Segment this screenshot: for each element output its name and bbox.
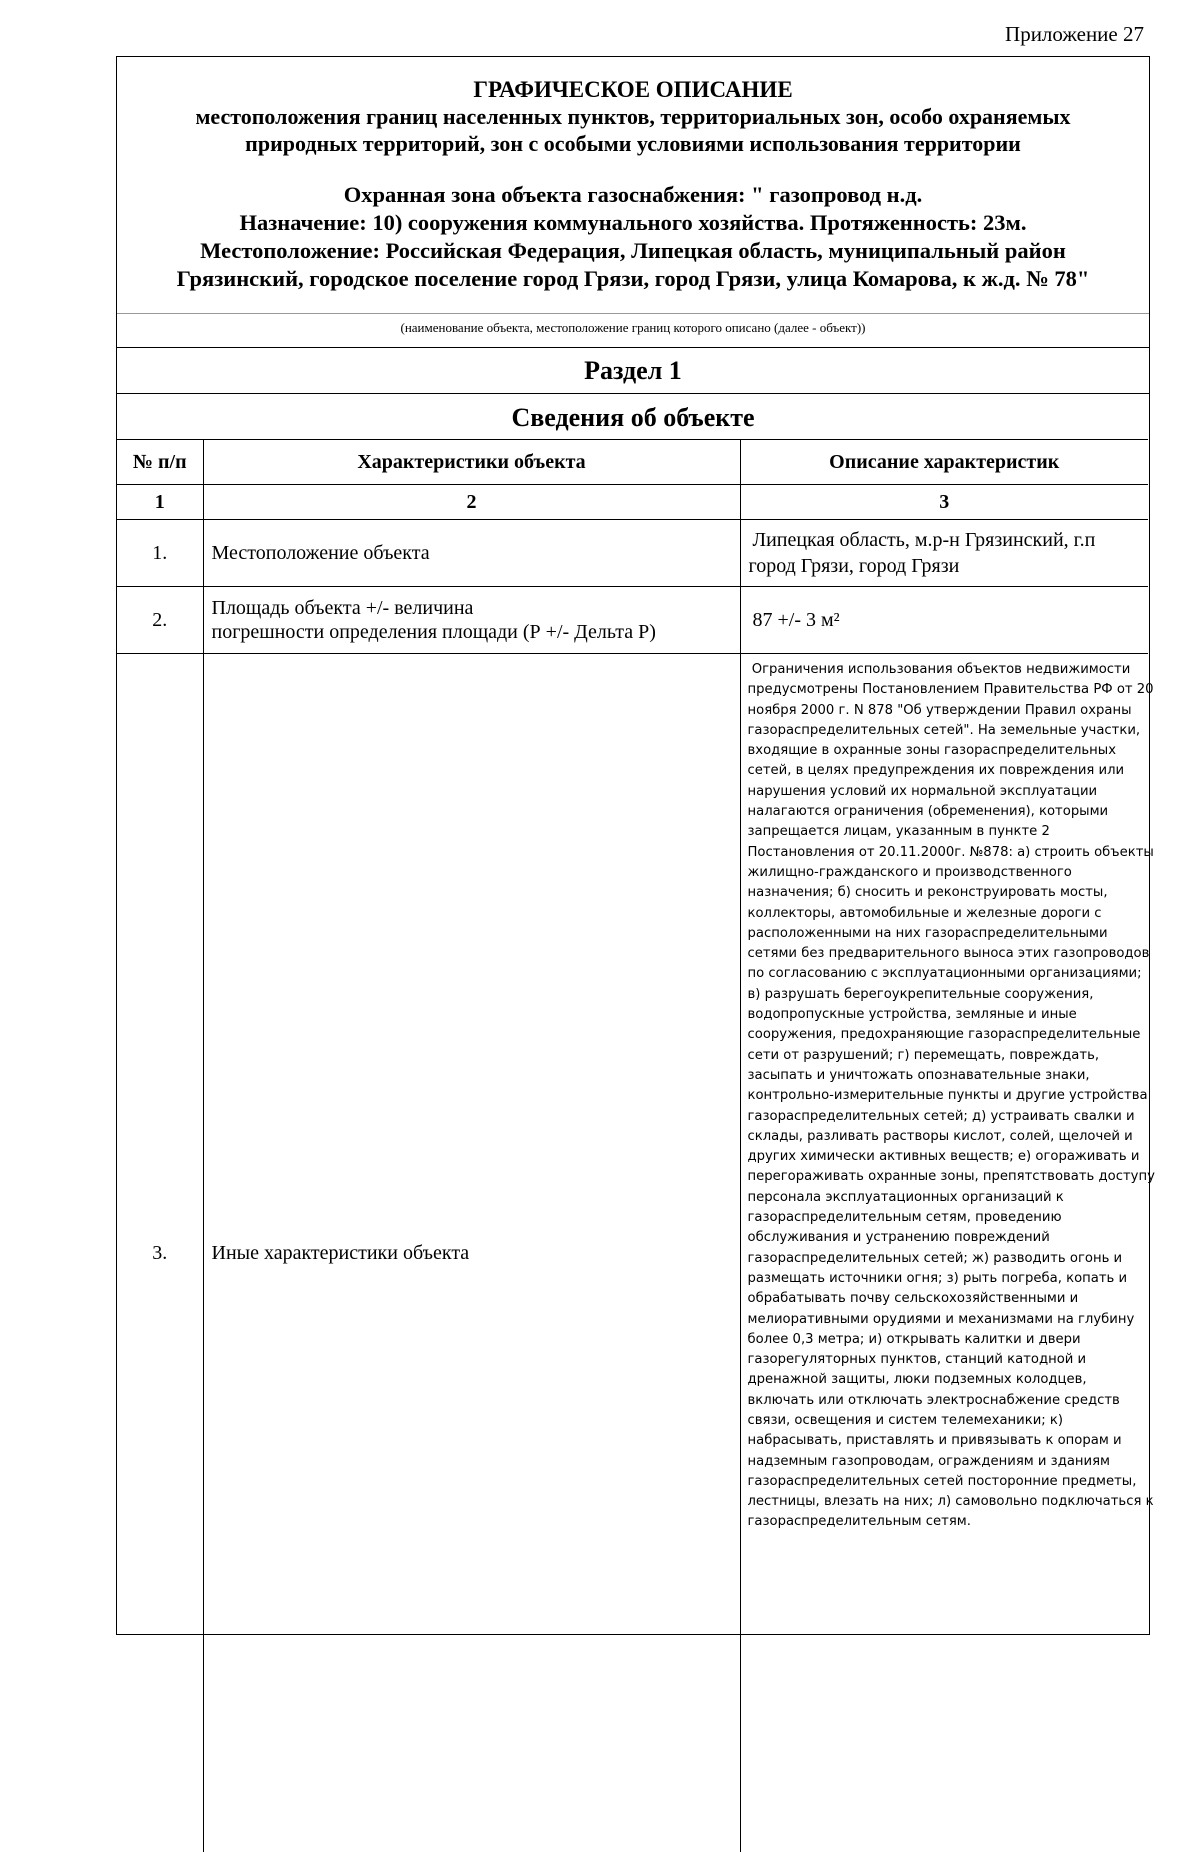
restrictions-text-line: водопропускные устройства, земляные и иные (748, 1005, 1143, 1025)
column-number-3: 3 (740, 485, 1148, 520)
restrictions-text-line: газораспределительным сетям, проведению (748, 1208, 1143, 1228)
restrictions-text-line: перегораживать охранные зоны, препятствовать доступу (748, 1167, 1143, 1187)
object-line-3: Местоположение: Российская Федерация, Липецкая область, муниципальный район (117, 237, 1149, 265)
restrictions-text-line: склады, разливать растворы кислот, солей, щелочей и (748, 1127, 1143, 1147)
table-row (117, 654, 1148, 1852)
restrictions-text-line: ноября 2000 г. N 878 "Об утверждении Правил охраны (748, 701, 1143, 721)
restrictions-text-line: расположенными на них газораспределительными (748, 924, 1143, 944)
object-caption: (наименование объекта, местоположение границ которого описано (далее - объект)) (117, 313, 1149, 349)
column-number-row (117, 485, 1148, 520)
restrictions-text-line: Постановления от 20.11.2000г. №878: а) строить объекты (748, 843, 1143, 863)
restrictions-text-line: сетями без предварительного выноса этих газопроводов (748, 944, 1143, 964)
restrictions-text-line: засыпать и уничтожать опознавательные знаки, (748, 1066, 1143, 1086)
restrictions-text-line: обслуживания и устранению повреждений (748, 1228, 1143, 1248)
restrictions-text-line: персонала эксплуатационных организаций к (748, 1188, 1143, 1208)
row-description-line-1: Липецкая область, м.р-н Грязинский, г.п (749, 527, 1149, 553)
restrictions-text-line: обрабатывать почву сельскохозяйственными и (748, 1289, 1143, 1309)
restrictions-text-line: газораспределительных сетей посторонние предметы, (748, 1472, 1143, 1492)
restrictions-text-line: контрольно-измерительные пункты и другие устройства (748, 1086, 1143, 1106)
table-row (117, 587, 1148, 654)
object-line-2: Назначение: 10) сооружения коммунального хозяйства. Протяженность: 23м. (117, 209, 1149, 237)
object-info-table (117, 439, 1148, 1852)
row-number: 1. (117, 520, 203, 587)
section-title: Раздел 1 (117, 347, 1149, 394)
row-characteristic: Иные характеристики объекта (203, 654, 740, 1852)
restrictions-text-line: газораспределительных сетей". На земельные участки, (748, 721, 1143, 741)
table-row (117, 520, 1148, 587)
row-description-long (740, 654, 1148, 1852)
restrictions-text-line: сети от разрушений; г) перемещать, повреждать, (748, 1046, 1143, 1066)
column-number-1: 1 (117, 485, 203, 520)
row-description-line-2: город Грязи, город Грязи (749, 553, 1149, 579)
row-description: 87 +/- 3 м² (740, 587, 1148, 654)
restrictions-text-line: предусмотрены Постановлением Правительства РФ от 20 (748, 680, 1143, 700)
restrictions-text-line: газорегуляторных пунктов, станций катодной и (748, 1350, 1143, 1370)
restrictions-text-line: сетей, в целях предупреждения их повреждения или (748, 761, 1143, 781)
document-header (117, 57, 1149, 313)
row-description (740, 520, 1148, 587)
document-subtitle-line-1: местоположения границ населенных пунктов, территориальных зон, особо охраняемых (117, 103, 1149, 130)
restrictions-text-line: лестницы, влезать на них; л) самовольно подключаться к (748, 1492, 1143, 1512)
restrictions-text-line: по согласованию с эксплуатационными организациями; (748, 964, 1143, 984)
section-subtitle: Сведения об объекте (117, 393, 1149, 440)
table-header-row (117, 440, 1148, 485)
restrictions-text-line: коллекторы, автомобильные и железные дороги с (748, 904, 1143, 924)
restrictions-text-line: дренажной защиты, люки подземных колодцев, (748, 1370, 1143, 1390)
restrictions-text-line: газораспределительным сетям. (748, 1512, 1143, 1532)
restrictions-text-line: налагаются ограничения (обременения), которыми (748, 802, 1143, 822)
restrictions-text-line: газораспределительных сетей; ж) разводить огонь и (748, 1249, 1143, 1269)
restrictions-text-line: Ограничения использования объектов недвижимости (748, 660, 1143, 680)
restrictions-text-line: включать или отключать электроснабжение средств (748, 1391, 1143, 1411)
header-cell-characteristics: Характеристики объекта (203, 440, 740, 485)
restrictions-text (748, 660, 1143, 1533)
restrictions-text-line: входящие в охранные зоны газораспределительных (748, 741, 1143, 761)
document-title: ГРАФИЧЕСКОЕ ОПИСАНИЕ (117, 77, 1149, 103)
restrictions-text-line: сооружения, предохраняющие газораспределительные (748, 1025, 1143, 1045)
restrictions-text-line: жилищно-гражданского и производственного (748, 863, 1143, 883)
row-characteristic (203, 587, 740, 654)
row-characteristic: Местоположение объекта (203, 520, 740, 587)
row-characteristic-line-1: Площадь объекта +/- величина (212, 596, 740, 620)
object-line-4: Грязинский, городское поселение город Грязи, город Грязи, улица Комарова, к ж.д. № 78" (117, 265, 1149, 293)
document-frame (116, 56, 1150, 1635)
restrictions-text-line: в) разрушать берегоукрепительные сооружения, (748, 985, 1143, 1005)
restrictions-text-line: набрасывать, приставлять и привязывать к опорам и (748, 1431, 1143, 1451)
restrictions-text-line: назначения; б) сносить и реконструировать мосты, (748, 883, 1143, 903)
row-number: 2. (117, 587, 203, 654)
restrictions-text-line: запрещается лицам, указанным в пункте 2 (748, 822, 1143, 842)
header-cell-description: Описание характеристик (740, 440, 1148, 485)
appendix-label: Приложение 27 (1005, 22, 1144, 47)
restrictions-text-line: надземным газопроводам, ограждениям и зданиям (748, 1452, 1143, 1472)
column-number-2: 2 (203, 485, 740, 520)
document-subtitle-line-2: природных территорий, зон с особыми условиями использования территории (117, 130, 1149, 157)
restrictions-text-line: нарушения условий их нормальной эксплуатации (748, 782, 1143, 802)
restrictions-text-line: размещать источники огня; з) рыть погреба, копать и (748, 1269, 1143, 1289)
row-number: 3. (117, 654, 203, 1852)
restrictions-text-line: других химически активных веществ; е) огораживать и (748, 1147, 1143, 1167)
object-description (117, 181, 1149, 293)
restrictions-text-line: газораспределительных сетей; д) устраивать свалки и (748, 1107, 1143, 1127)
restrictions-text-line: связи, освещения и систем телемеханики; к) (748, 1411, 1143, 1431)
object-line-1: Охранная зона объекта газоснабжения: " газопровод н.д. (117, 181, 1149, 209)
restrictions-text-line: мелиоративными орудиями и механизмами на глубину (748, 1310, 1143, 1330)
restrictions-text-line: более 0,3 метра; и) открывать калитки и двери (748, 1330, 1143, 1350)
row-characteristic-line-2: погрешности определения площади (Р +/- Дельта Р) (212, 620, 740, 644)
header-cell-number: № п/п (117, 440, 203, 485)
